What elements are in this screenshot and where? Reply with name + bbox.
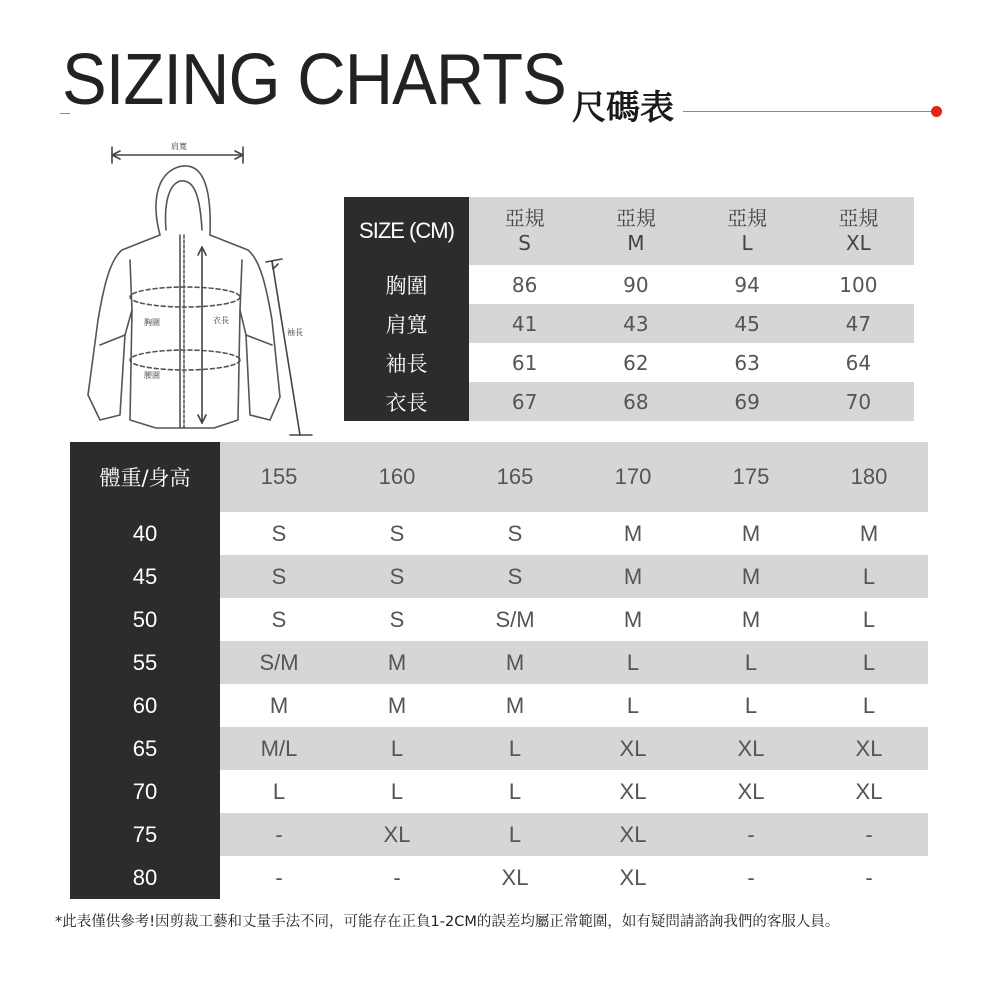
- size-column-l: [692, 197, 803, 265]
- weight-label: 50: [70, 598, 220, 641]
- height-header-row: [70, 442, 928, 512]
- size-cell: L: [626, 692, 640, 718]
- size-cell: M: [338, 641, 456, 684]
- measurement-value: 62: [623, 350, 649, 375]
- size-cell: M: [859, 520, 879, 546]
- size-label: M: [627, 231, 645, 255]
- size-cell: M: [623, 606, 643, 632]
- measurement-row-shoulder: [344, 304, 914, 343]
- size-cell: -: [220, 813, 338, 856]
- weight-row: [70, 856, 928, 899]
- measurement-value: 69: [692, 382, 803, 421]
- size-cell: M: [456, 641, 574, 684]
- weight-row: [70, 813, 928, 856]
- row-label: 肩寬: [344, 304, 469, 343]
- height-header: 155: [220, 442, 338, 512]
- measurement-value: 86: [511, 272, 538, 297]
- measurement-value: 43: [580, 304, 691, 343]
- weight-row: [70, 555, 928, 598]
- size-cell: XL: [737, 778, 765, 804]
- size-cell: M: [505, 692, 525, 718]
- chest-label: 胸圍: [144, 318, 160, 327]
- size-cell: L: [390, 778, 404, 804]
- shoulder-label: 肩寬: [171, 142, 187, 151]
- measurement-table: [344, 197, 914, 421]
- region-label: 亞規: [727, 206, 768, 230]
- region-label: 亞規: [615, 206, 656, 230]
- measurement-value: 47: [803, 304, 914, 343]
- size-cell: L: [456, 727, 574, 770]
- weight-height-header: 體重/身高: [70, 442, 220, 512]
- size-cell: S: [389, 606, 405, 632]
- weight-height-table: [70, 442, 928, 899]
- weight-row: [70, 512, 928, 555]
- size-cell: L: [272, 778, 286, 804]
- weight-row: [70, 598, 928, 641]
- size-cell: M: [269, 692, 289, 718]
- size-cell: XL: [855, 778, 883, 804]
- row-label: 衣長: [344, 382, 469, 421]
- size-cell: XL: [619, 864, 647, 890]
- size-label: L: [741, 231, 753, 255]
- height-header: 170: [574, 442, 692, 512]
- size-cell: -: [865, 864, 873, 890]
- weight-label: 45: [70, 555, 220, 598]
- measurement-value: 63: [734, 350, 760, 375]
- measurement-value: 41: [469, 304, 580, 343]
- size-cell: -: [747, 864, 755, 890]
- weight-label: 65: [70, 727, 220, 770]
- size-cell: S/M: [495, 606, 535, 632]
- measurement-value: 45: [692, 304, 803, 343]
- size-column-m: [580, 197, 691, 265]
- measurement-value: 70: [803, 382, 914, 421]
- size-column-xl: [803, 197, 914, 265]
- size-cell: L: [456, 813, 574, 856]
- page-subtitle: 尺碼表: [572, 88, 674, 128]
- size-cell: XL: [338, 813, 456, 856]
- size-cell: L: [508, 778, 522, 804]
- size-cell: S: [271, 520, 287, 546]
- size-cell: XL: [619, 778, 647, 804]
- size-cell: S: [271, 606, 287, 632]
- height-header: 180: [810, 442, 928, 512]
- waist-label: 腰圍: [144, 371, 160, 380]
- weight-label: 40: [70, 512, 220, 555]
- size-cell: M: [692, 555, 810, 598]
- size-cell: S/M: [220, 641, 338, 684]
- size-cell: M: [741, 606, 761, 632]
- measurement-value: 90: [623, 272, 649, 297]
- size-cell: L: [338, 727, 456, 770]
- size-cell: -: [692, 813, 810, 856]
- size-cell: -: [275, 864, 283, 890]
- size-cell: M: [623, 520, 643, 546]
- weight-label: 75: [70, 813, 220, 856]
- size-cell: S: [456, 555, 574, 598]
- row-label: 袖長: [344, 343, 469, 382]
- size-cell: S: [220, 555, 338, 598]
- size-cell: M/L: [220, 727, 338, 770]
- measurement-row-sleeve: [344, 343, 914, 382]
- size-cell: XL: [810, 727, 928, 770]
- measurement-row-length: [344, 382, 914, 421]
- size-cell: -: [810, 813, 928, 856]
- size-cell: S: [389, 520, 405, 546]
- accent-dot: [931, 106, 942, 117]
- size-label: XL: [845, 231, 871, 255]
- page-title: SIZING CHARTS: [62, 40, 566, 120]
- weight-label: 70: [70, 770, 220, 813]
- size-cell: M: [741, 520, 761, 546]
- size-cell: L: [810, 555, 928, 598]
- sleeve-label: 袖長: [287, 328, 303, 337]
- weight-label: 60: [70, 684, 220, 727]
- size-cell: S: [507, 520, 523, 546]
- size-cell: XL: [574, 727, 692, 770]
- height-header: 175: [692, 442, 810, 512]
- weight-label: 55: [70, 641, 220, 684]
- size-cell: XL: [501, 864, 529, 890]
- size-cell: L: [692, 641, 810, 684]
- size-cm-header: SIZE (CM): [344, 197, 469, 265]
- size-cell: L: [862, 606, 876, 632]
- size-cell: M: [574, 555, 692, 598]
- measurement-header-row: [344, 197, 914, 265]
- weight-row: [70, 684, 928, 727]
- height-header: 160: [338, 442, 456, 512]
- length-label: 衣長: [213, 316, 229, 325]
- title-rule: [683, 111, 933, 112]
- region-label: 亞規: [504, 206, 545, 230]
- measurement-value: 61: [511, 350, 538, 375]
- jacket-diagram: [60, 135, 330, 445]
- size-cell: L: [862, 692, 876, 718]
- size-column-s: [469, 197, 580, 265]
- size-cell: L: [810, 641, 928, 684]
- measurement-value: 100: [839, 272, 878, 297]
- disclaimer-footnote: *此表僅供參考!因剪裁工藝和丈量手法不同，可能存在正負1-2CM的誤差均屬正常範圍，如有疑問請諮詢我們的客服人員。: [55, 914, 840, 930]
- height-header: 165: [456, 442, 574, 512]
- size-cell: M: [387, 692, 407, 718]
- size-cell: L: [744, 692, 758, 718]
- size-cell: -: [393, 864, 401, 890]
- measurement-row-chest: [344, 265, 914, 304]
- size-cell: S: [338, 555, 456, 598]
- region-label: 亞規: [838, 206, 879, 230]
- size-cell: L: [574, 641, 692, 684]
- weight-row: [70, 727, 928, 770]
- size-cell: XL: [692, 727, 810, 770]
- size-cell: XL: [574, 813, 692, 856]
- weight-row: [70, 641, 928, 684]
- measurement-value: 67: [469, 382, 580, 421]
- measurement-value: 94: [734, 272, 760, 297]
- row-label: 胸圍: [344, 265, 469, 304]
- weight-row: [70, 770, 928, 813]
- weight-label: 80: [70, 856, 220, 899]
- measurement-value: 64: [845, 350, 872, 375]
- size-label: S: [518, 231, 531, 255]
- measurement-value: 68: [580, 382, 691, 421]
